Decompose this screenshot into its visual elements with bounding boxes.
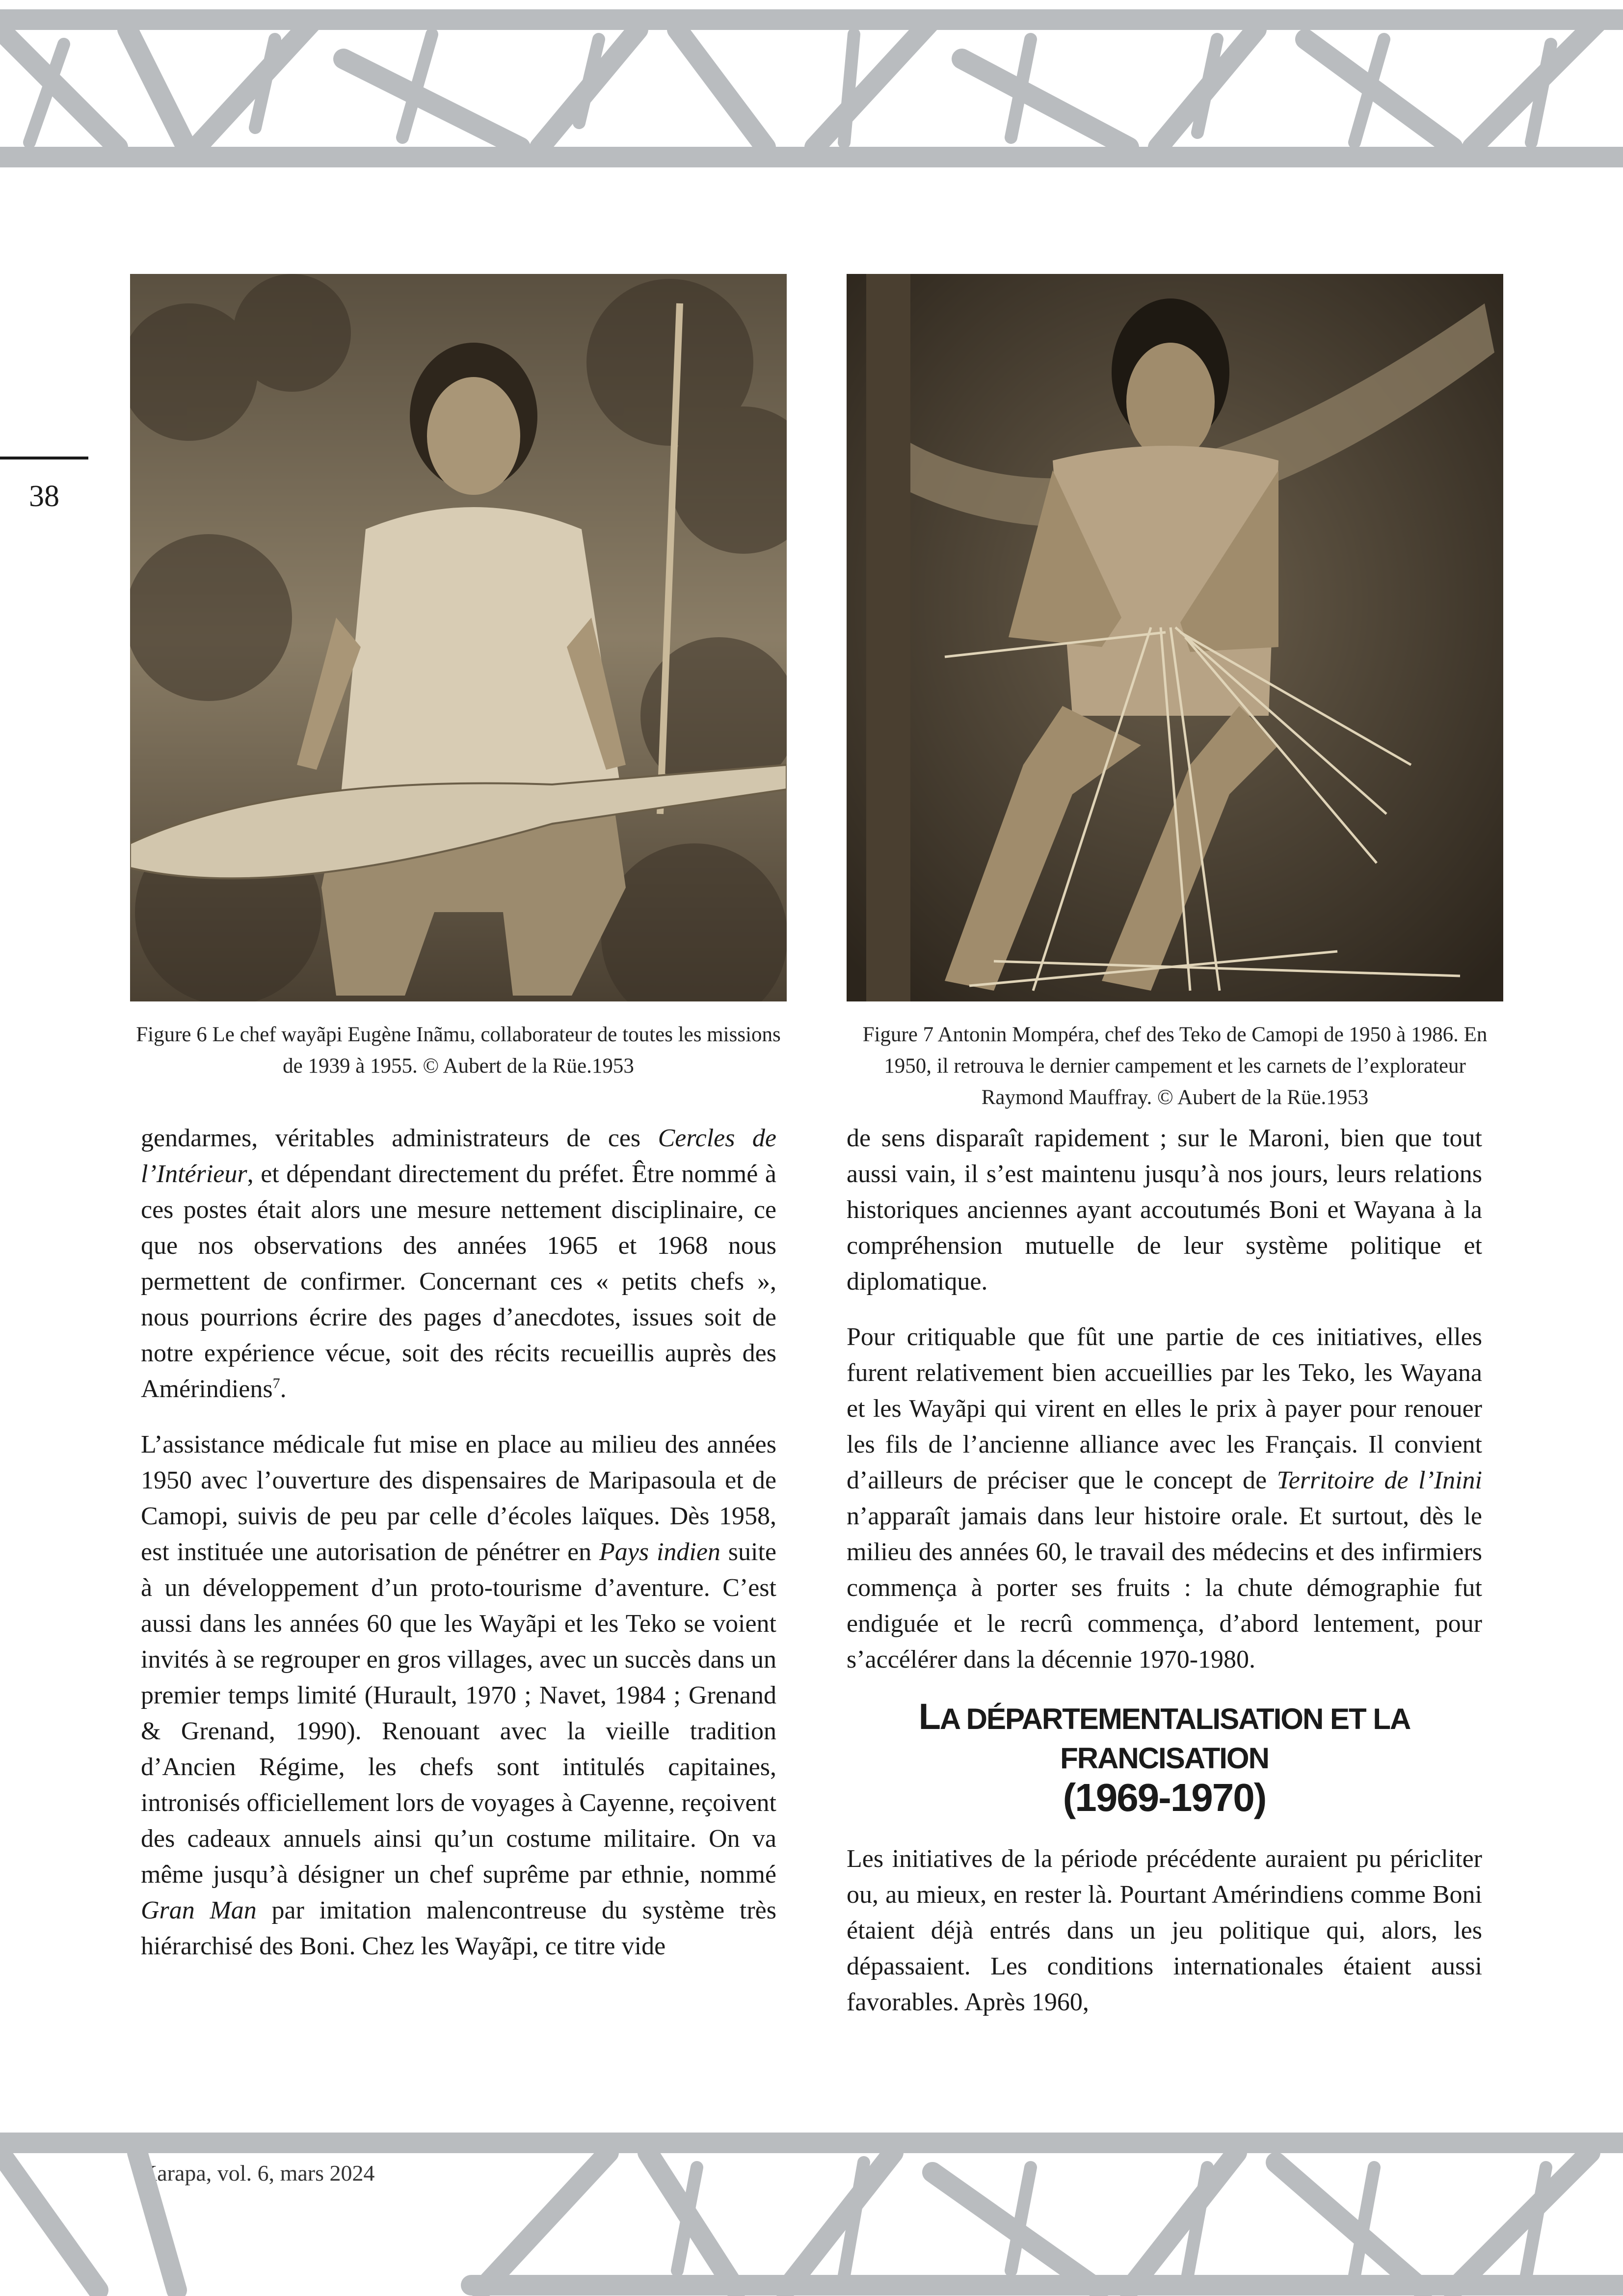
right-text-column <box>847 1120 1482 2040</box>
text-run: Les initiatives de la période précédente auraient pu péricliter ou, au mieux, en rester là. Pourtant Amérindiens comme Boni étaient déjà entrés dans un jeu politique qui, alors, les dépassaient. Les conditions internationales étaient aussi favorables. Après 1960, <box>847 1845 1482 2016</box>
section-heading-title: A DÉPARTEMENTALISATION ET LA FRANCISATION <box>939 1702 1410 1775</box>
italic-term: Pays indien <box>599 1538 720 1566</box>
italic-term: Territoire de l’Inini <box>1277 1466 1482 1494</box>
italic-term: Cercles de l’Intérieur <box>141 1124 776 1188</box>
figure-6-caption: Figure 6 Le chef wayãpi Eugène Inãmu, collaborateur de toutes les missions de 1939 à 1955. © Aubert de la Rüe.1953 <box>136 1023 781 1078</box>
bottom-decorative-band <box>0 2123 1623 2296</box>
figure-7-caption: Figure 7 Antonin Mompéra, chef des Teko de Camopi de 1950 à 1986. En 1950, il retrouva le dernier campement et les carnets de l’explorateur Raymond Mauffray. © Aubert de la Rüe.1953 <box>862 1023 1488 1109</box>
figure-7 <box>847 274 1503 1113</box>
text-run: , et dépendant directement du préfet. Être nommé à ces postes était alors une mesure nettement disciplinaire, ce que nos observations des années 1965 et 1968 nous permettent de confirmer. Concernant ces « petits chefs », nous pourrions écrire des pages d’anecdotes, issues soit de notre expérience vécue, soit des récits recueillis auprès des Amérindiens <box>141 1160 776 1403</box>
text-run: . <box>280 1375 287 1403</box>
italic-term: Gran Man <box>141 1896 257 1924</box>
section-heading-initial: L <box>918 1696 940 1737</box>
paragraph <box>141 1120 776 1407</box>
woven-pattern-icon <box>0 2123 1623 2296</box>
section-heading-years: (1969-1970) <box>1063 1776 1266 1819</box>
text-run: L’assistance médicale fut mise en place au milieu des années 1950 avec l’ouverture des dispensaires de Maripasoula et de Camopi, suivis de peu par celle d’écoles laïques. Dès 1958, est instituée une autorisation de pénétrer en <box>141 1431 776 1566</box>
text-run: Pour critiquable que fût une partie de ces initiatives, elles furent relativement bien accueillies par les Teko, les Wayana et les Wayãpi qui virent en elles le prix à payer pour renouer les fils de l’ancienne alliance avec les Français. Il convient d’ailleurs de préciser que le concept de <box>847 1323 1482 1494</box>
text-run: par imitation malencontreuse du système très hiérarchisé des Boni. Chez les Wayãpi, ce titre vide <box>141 1896 776 1960</box>
page-number: 38 <box>0 457 88 514</box>
figure-6 <box>130 274 787 1082</box>
photo-seated-man-with-paddle-icon <box>130 274 787 1001</box>
left-text-column <box>141 1120 776 1984</box>
photo-man-weaving-fibers-icon <box>847 274 1503 1001</box>
text-run: gendarmes, véritables administrateurs de ces <box>141 1124 658 1152</box>
footnote-ref: 7 <box>272 1375 280 1392</box>
text-run: suite à un développement d’un proto-tourisme d’aventure. C’est aussi dans les années 60 que les Wayãpi et les Teko se voient invités à se regrouper en gros villages, avec un succès dans un premier temps limité (Hurault, 1970 ; Navet, 1984 ; Grenand & Grenand, 1990). Renouant avec la vieille tradition d’Ancien Régime, les chefs sont intitulés capitaines, intronisés officiellement lors de voyages à Cayenne, reçoivent des cadeaux annuels ainsi qu’un costume militaire. On va même jusqu’à désigner un chef suprême par ethnie, nommé <box>141 1538 777 1889</box>
journal-footer: Karapa, vol. 6, mars 2024 <box>141 2161 375 2186</box>
woven-pattern-icon <box>0 0 1623 174</box>
top-decorative-band <box>0 0 1623 174</box>
section-heading <box>847 1697 1482 1817</box>
paragraph <box>847 1120 1482 1299</box>
text-run: de sens disparaît rapidement ; sur le Maroni, bien que tout aussi vain, il s’est maintenu jusqu’à nos jours, leurs relations historiques anciennes ayant accoutumés Boni et Wayana à la compréhension mutuelle de leur système politique et diplomatique. <box>847 1124 1482 1296</box>
text-run: n’apparaît jamais dans leur histoire orale. Et surtout, dès le milieu des années 60, le travail des médecins et des infirmiers commença à porter ses fruits : la chute démographie fut endiguée et le recrû commença, d’abord lentement, pour s’accélérer dans la décennie 1970-1980. <box>847 1502 1482 1674</box>
paragraph <box>141 1427 776 1964</box>
paragraph <box>847 1841 1482 2020</box>
paragraph <box>847 1319 1482 1677</box>
